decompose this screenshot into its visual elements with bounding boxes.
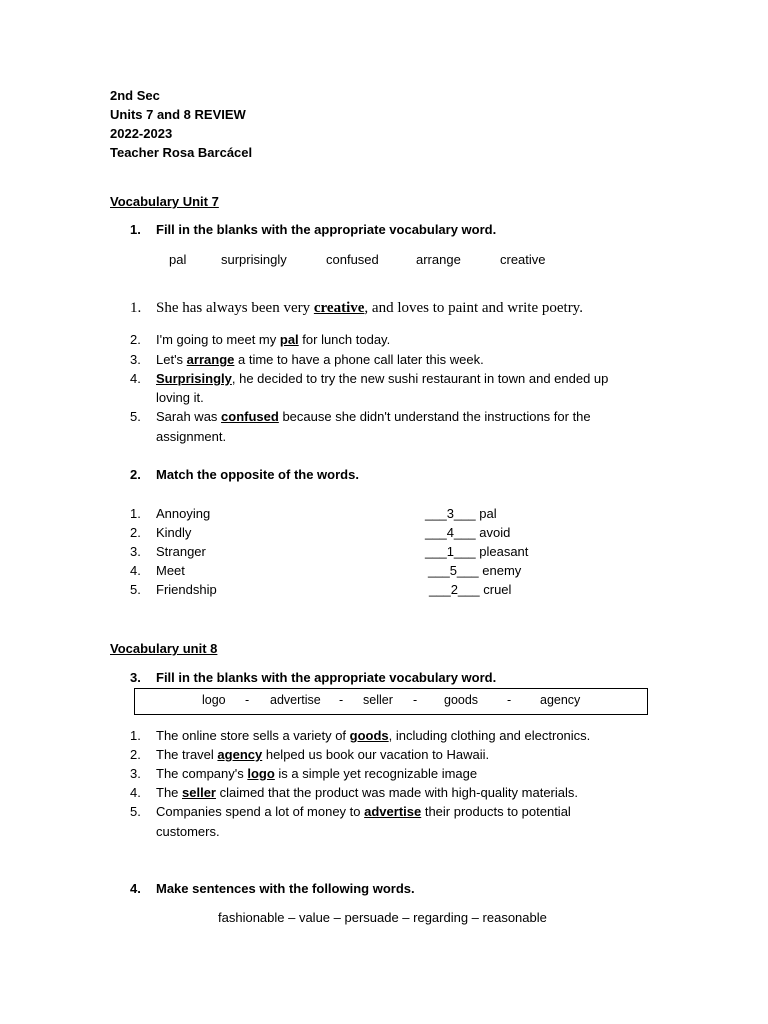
bank-word: confused: [326, 252, 379, 267]
separator: -: [507, 693, 512, 707]
school-year: 2022-2023: [110, 126, 173, 141]
ex4-word-list: fashionable – value – persuade – regarding – reasonable: [218, 910, 547, 925]
bank-word: seller: [363, 693, 393, 707]
sentence-text: Surprisingly, he decided to try the new sushi restaurant in town and ended up: [156, 371, 609, 386]
list-number: 3.: [130, 766, 141, 781]
match-answer: ___5___ enemy: [428, 563, 522, 578]
answer-word: pal: [279, 332, 299, 347]
separator: -: [339, 693, 344, 707]
list-number: 5.: [130, 409, 141, 424]
ex1-number: 1.: [130, 222, 141, 237]
bank-word: advertise: [270, 693, 321, 707]
answer-word: arrange: [186, 352, 235, 367]
sentence-text: I'm going to meet my pal for lunch today.: [156, 332, 391, 347]
bank-word: creative: [500, 252, 546, 267]
answer-word: advertise: [364, 804, 422, 819]
answer-word: goods: [349, 728, 389, 743]
bank-word: goods: [444, 693, 479, 707]
sentence-text: She has always been very creative, and loves to paint and write poetry.: [156, 300, 583, 316]
ex2-number: 2.: [130, 467, 141, 482]
sentence-text: The online store sells a variety of goods, including clothing and electronics.: [156, 728, 591, 743]
grade-label: 2nd Sec: [110, 88, 160, 103]
answer-word: Surprisingly: [156, 371, 232, 386]
sentence-text: Let's arrange a time to have a phone call later this week.: [156, 352, 484, 367]
list-number: 2.: [130, 332, 141, 347]
sentence-continuation: customers.: [156, 824, 220, 839]
sentence-continuation: assignment.: [156, 429, 227, 444]
sentence-text: The company's logo is a simple yet recognizable image: [156, 766, 478, 781]
list-number: 4.: [130, 371, 141, 386]
unit7-heading: Vocabulary Unit 7: [110, 194, 219, 209]
sentence-continuation: loving it.: [156, 390, 204, 405]
unit8-heading: Vocabulary unit 8: [110, 641, 218, 656]
bank-word: agency: [540, 693, 581, 707]
list-number: 4.: [130, 785, 141, 800]
answer-word: confused: [221, 409, 279, 424]
teacher-name: Teacher Rosa Barcácel: [110, 145, 253, 160]
bank-word: arrange: [416, 252, 461, 267]
sentence-text: The travel agency helped us book our vacation to Hawaii.: [156, 747, 490, 762]
ex1-instruction-text: Fill in the blanks with the appropriate vocabulary word.: [156, 222, 497, 237]
sentence-text: The seller claimed that the product was made with high-quality materials.: [156, 785, 579, 800]
separator: -: [245, 693, 250, 707]
list-number: 5.: [130, 804, 141, 819]
bank-word: surprisingly: [221, 252, 287, 267]
list-number: 2.: [130, 747, 141, 762]
ex2-instruction-text: Match the opposite of the words.: [156, 467, 359, 482]
bank-word: logo: [202, 693, 226, 707]
answer-word: seller: [182, 785, 216, 800]
list-number: 1.: [130, 300, 142, 316]
match-answer: ___1___ pleasant: [425, 544, 529, 559]
match-answer: ___3___ pal: [425, 506, 497, 521]
answer-word: logo: [247, 766, 275, 781]
ex4-instruction-text: Make sentences with the following words.: [156, 881, 415, 896]
ex3-number: 3.: [130, 670, 141, 685]
match-answer: ___4___ avoid: [425, 525, 511, 540]
separator: -: [413, 693, 418, 707]
bank-word: pal: [169, 252, 187, 267]
ex4-number: 4.: [130, 881, 141, 896]
units-title: Units 7 and 8 REVIEW: [110, 107, 246, 122]
sentence-text: Companies spend a lot of money to advertise their products to potential: [156, 804, 571, 819]
sentence-text: Sarah was confused because she didn't understand the instructions for the: [156, 409, 591, 424]
match-answer: ___2___ cruel: [429, 582, 512, 597]
list-number: 3.: [130, 352, 141, 367]
answer-word: agency: [217, 747, 263, 762]
ex3-instruction-text: Fill in the blanks with the appropriate vocabulary word.: [156, 670, 497, 685]
list-number: 1.: [130, 728, 141, 743]
answer-word: creative: [313, 300, 365, 316]
ex3-word-bank-box: [134, 688, 648, 715]
